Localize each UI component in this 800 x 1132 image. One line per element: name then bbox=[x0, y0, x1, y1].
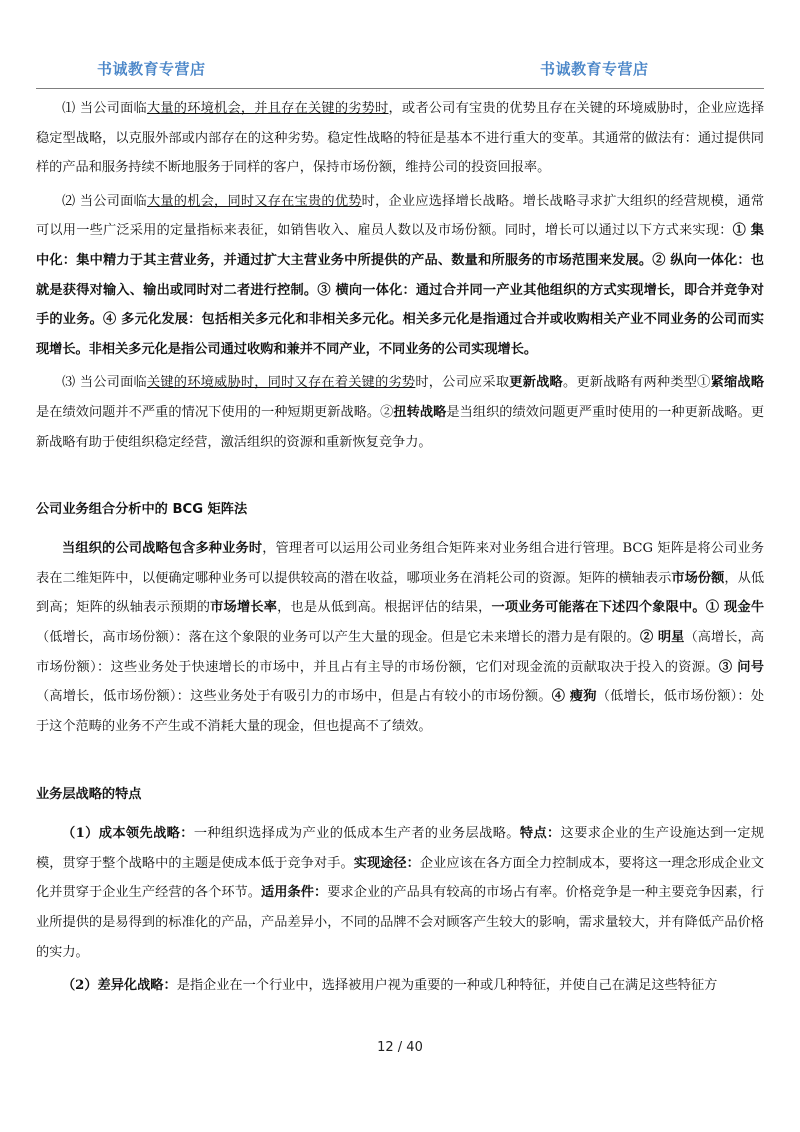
header-divider bbox=[36, 88, 764, 89]
label-conditions: 适用条件： bbox=[261, 885, 328, 901]
term-cost-leadership: （1）成本领先战略： bbox=[62, 826, 194, 842]
header-store-name-right: 书诚教育专营店 bbox=[540, 60, 649, 78]
paragraph-text: 。更新战略有两种类型① bbox=[562, 375, 711, 391]
paragraph-stable-strategy bbox=[36, 94, 764, 183]
paragraph-text: 是指企业在一个行业中，选择被用户视为重要的一种或几种特征，并使自己在满足这些特征方 bbox=[176, 978, 718, 994]
paragraph-differentiation bbox=[36, 971, 764, 1001]
bold-text: 当组织的公司战略包含多种业务时 bbox=[62, 541, 263, 557]
paragraph-growth-strategy bbox=[36, 187, 764, 365]
term-star: ② 明星 bbox=[639, 629, 685, 645]
paragraph-text: （高增长，低市场份额）：这些业务处于有吸引力的市场中，但是占有较小的市场份额。 bbox=[36, 689, 552, 705]
paragraph-text: ，管理者可以运用公司业务组合矩阵来对业务组合进行管理。BCG 矩阵是将公司业务表在二维矩阵中，以便确定哪种业务可以提供较高的潜在收益，哪项业务在消耗公司的资源。矩阵的横轴表示 bbox=[36, 541, 765, 586]
term-dog: ④ 瘦狗 bbox=[551, 689, 597, 705]
paragraph-text: 时，企业应选择增长战略。增长战略寻求扩大组织的经营规模，通常可以用一些广泛采用的定量指标来表征，如销售收入、雇员人数以及市场份额。同时，增长可以通过以下方式来实现： bbox=[36, 193, 765, 239]
paragraph-text: ，也是从低到高。根据评估的结果， bbox=[277, 600, 492, 616]
underlined-condition: 关键的环境威胁时，同时又存在着关键的劣势 bbox=[146, 375, 416, 391]
paragraph-text: 是当组织的绩效问题更严重时使用的一种更新战略。更新战略有助于使组织稳定经营，激活组织的资源和重新恢复竞争力。 bbox=[36, 404, 765, 450]
paragraph-text: ，从低到高；矩阵的纵轴表示预期的 bbox=[36, 570, 765, 616]
paragraph-text: （高增长，高市场份额）：这些业务处于快速增长的市场中，并且占有主导的市场份额，它们对现金流的贡献取决于投入的资源。 bbox=[36, 629, 765, 675]
paragraph-cost-leadership bbox=[36, 819, 764, 967]
term-cash-cow: 一项业务可能落在下述四个象限中。① 现金牛 bbox=[491, 600, 765, 616]
underlined-condition: 大量的机会，同时又存在宝贵的优势 bbox=[146, 193, 362, 209]
header-store-name-left: 书诚教育专营店 bbox=[97, 60, 206, 78]
paragraph-text: 是在绩效问题并不严重的情况下使用的一种短期更新战略。② bbox=[36, 404, 394, 420]
page-number: 12 / 40 bbox=[377, 1040, 423, 1055]
paragraph-text: （低增长，低市场份额）：处于这个范畴的业务不产生或不消耗大量的现金，但也提高不了绩效。 bbox=[36, 689, 765, 734]
paragraph-text: 这要求企业的生产设施达到一定规模，贯穿于整个战略中的主题是使成本低于竞争对手。 bbox=[36, 826, 765, 871]
term-question-mark: ③ 问号 bbox=[718, 659, 764, 675]
section-heading-bcg: 公司业务组合分析中的 BCG 矩阵法 bbox=[36, 502, 248, 518]
term-turnaround: 扭转战略 bbox=[393, 404, 447, 420]
paragraph-text: （低增长，高市场份额）：落在这个象限的业务可以产生大量的现金。但是它未来增长的潜力是有限的。 bbox=[36, 629, 640, 645]
label-features: 特点： bbox=[519, 826, 561, 842]
paragraph-number: ⑵ 当公司面临 bbox=[62, 193, 147, 209]
document-body bbox=[36, 94, 764, 1001]
section-heading-business-strategy: 业务层战略的特点 bbox=[36, 787, 142, 803]
label-approach: 实现途径： bbox=[353, 855, 420, 871]
paragraph-text: 要求企业的产品具有较高的市场占有率。价格竞争是一种主要竞争因素，行业所提供的是易得到的标准化的产品，产品差异小，不同的品牌不会对顾客产生较大的影响，需求量较大，并有降低产品价格的实力。 bbox=[36, 885, 765, 960]
paragraph-text: 一种组织选择成为产业的低成本生产者的业务层战略。 bbox=[193, 826, 520, 842]
term-renewal-strategy: 更新战略 bbox=[509, 375, 563, 391]
paragraph-text: 时，公司应采取 bbox=[415, 375, 510, 391]
growth-methods-bold: ① 集中化：集中精力于其主营业务，并通过扩大主营业务中所提供的产品、数量和所服务的市场范围来发展。② 纵向一体化：也就是获得对输入、输出或同时对二者进行控制。③ 横向一体化：通过合并同一产业其他组织的方式实现增长，即合并竞争对手的业务。④ 多元化发展：包括相关多元化和非相关多元化。相关多元化是指通过合并或收购相关产业不同业务的公司而实现增长。非相关多元化是指公司通过收购和兼并不同产业，不同业务的公司实现增长。 bbox=[36, 223, 764, 357]
term-market-growth: 市场增长率 bbox=[210, 600, 278, 616]
term-market-share: 市场份额 bbox=[671, 570, 725, 586]
page-header bbox=[0, 58, 800, 82]
paragraph-text: ，或者公司有宝贵的优势且存在关键的环境威胁时，企业应选择稳定型战略，以克服外部或内部存在的这种劣势。稳定性战略的特征是基本不进行重大的变革。其通常的做法有：通过提供同样的产品和服务持续不断地服务于同样的客户，保持市场份额，维持公司的投资回报率。 bbox=[36, 101, 765, 176]
term-differentiation: （2）差异化战略： bbox=[62, 978, 177, 994]
paragraph-number: ⑶ 当公司面临 bbox=[62, 375, 147, 391]
underlined-condition: 大量的环境机会，并且存在关键的劣势时 bbox=[146, 101, 389, 116]
term-retrenchment: 紧缩战略 bbox=[710, 375, 765, 391]
paragraph-renewal-strategy bbox=[36, 368, 764, 457]
paragraph-number: ⑴ 当公司面临 bbox=[62, 101, 147, 116]
paragraph-text: 企业应该在各方面全力控制成本，要将这一理念形成企业文化并贯穿于企业生产经营的各个环节。 bbox=[36, 855, 765, 901]
paragraph-bcg-matrix bbox=[36, 534, 764, 741]
